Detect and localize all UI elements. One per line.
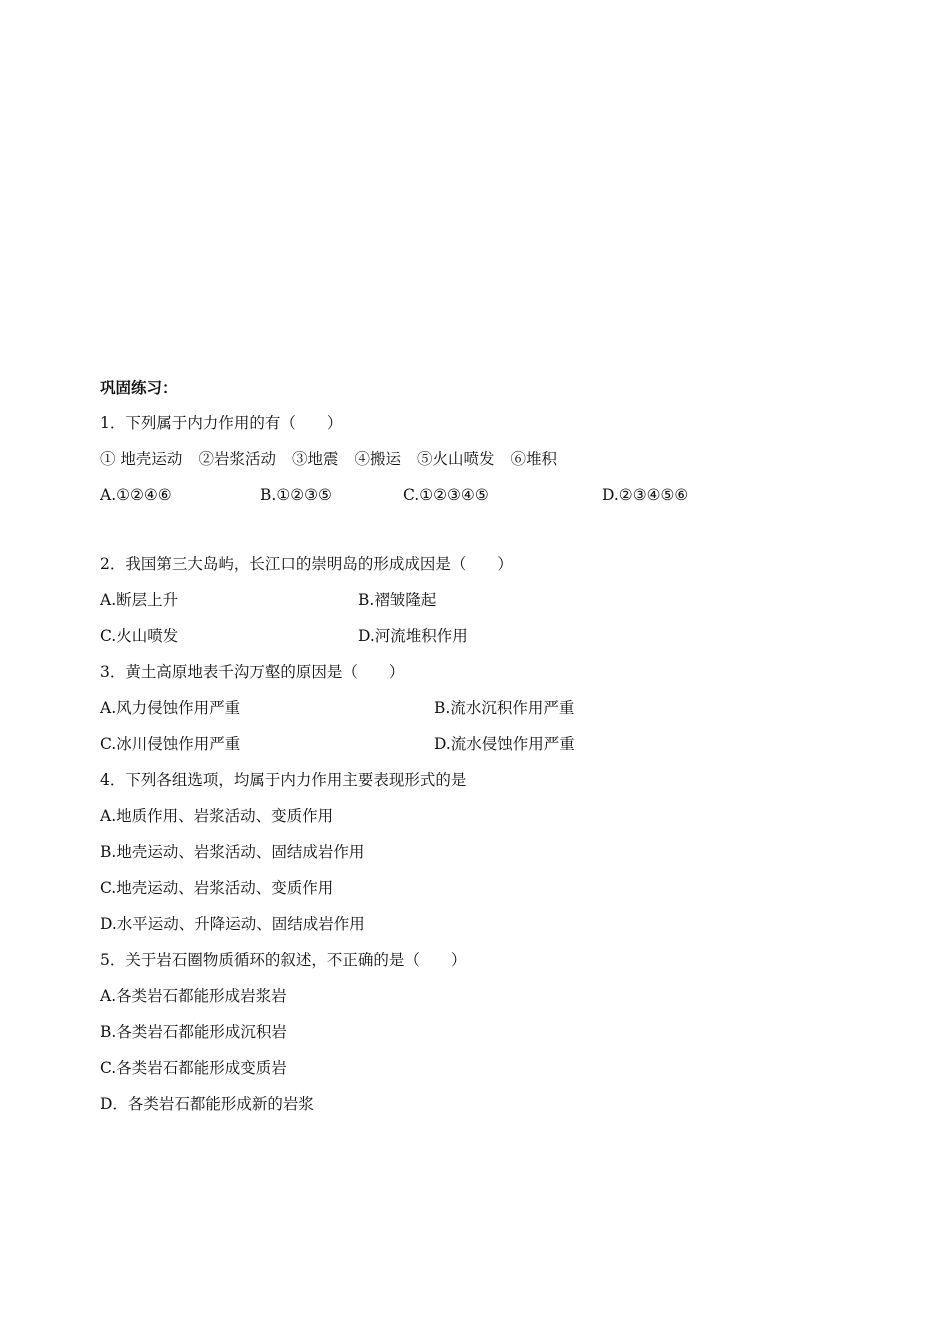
q5-option-b: B.各类岩石都能形成沉积岩: [100, 1023, 287, 1041]
section-title: 巩固练习：: [100, 379, 178, 397]
q2-option-d: D.河流堆积作用: [358, 627, 468, 645]
q1-item-2: ②岩浆活动: [198, 450, 276, 468]
question-4-stem: 4．下列各组选项，均属于内力作用主要表现形式的是: [100, 771, 467, 789]
q4-option-a: A.地质作用、岩浆活动、变质作用: [100, 807, 334, 825]
q1-item-4: ④搬运: [354, 450, 401, 468]
q3-option-b: B.流水沉积作用严重: [434, 699, 575, 717]
q1-option-d: D.②③④⑤⑥: [602, 486, 689, 504]
q3-option-a: A.风力侵蚀作用严重: [100, 699, 241, 717]
q4-option-b: B.地壳运动、岩浆活动、固结成岩作用: [100, 843, 365, 861]
q2-option-b: B.褶皱隆起: [358, 591, 437, 609]
question-3-stem: 3．黄土高原地表千沟万壑的原因是（ ）: [100, 663, 405, 681]
q5-option-d: D．各类岩石都能形成新的岩浆: [100, 1095, 314, 1113]
q4-option-c: C.地壳运动、岩浆活动、变质作用: [100, 879, 334, 897]
question-1-items: [100, 449, 557, 469]
q4-option-d: D.水平运动、升降运动、固结成岩作用: [100, 915, 365, 933]
question-1-stem: 1．下列属于内力作用的有（ ）: [100, 414, 343, 432]
q1-option-a: A.①②④⑥: [100, 486, 172, 504]
q1-item-1: ① 地壳运动: [100, 450, 183, 468]
q1-item-5: ⑤火山喷发: [416, 450, 495, 468]
q5-option-c: C.各类岩石都能形成变质岩: [100, 1059, 287, 1077]
q3-option-d: D.流水侵蚀作用严重: [434, 735, 575, 753]
q5-option-a: A.各类岩石都能形成岩浆岩: [100, 987, 287, 1005]
q1-option-c: C.①②③④⑤: [403, 486, 489, 504]
q2-option-c: C.火山喷发: [100, 627, 179, 645]
q1-item-3: ③地震: [291, 450, 339, 468]
question-2-stem: 2．我国第三大岛屿，长江口的崇明岛的形成成因是（ ）: [100, 555, 513, 573]
question-5-stem: 5．关于岩石圈物质循环的叙述，不正确的是（ ）: [100, 951, 467, 969]
q2-option-a: A.断层上升: [100, 591, 179, 609]
q3-option-c: C.冰川侵蚀作用严重: [100, 735, 241, 753]
q1-item-6: ⑥堆积: [510, 450, 558, 468]
q1-option-b: B.①②③⑤: [260, 486, 332, 504]
